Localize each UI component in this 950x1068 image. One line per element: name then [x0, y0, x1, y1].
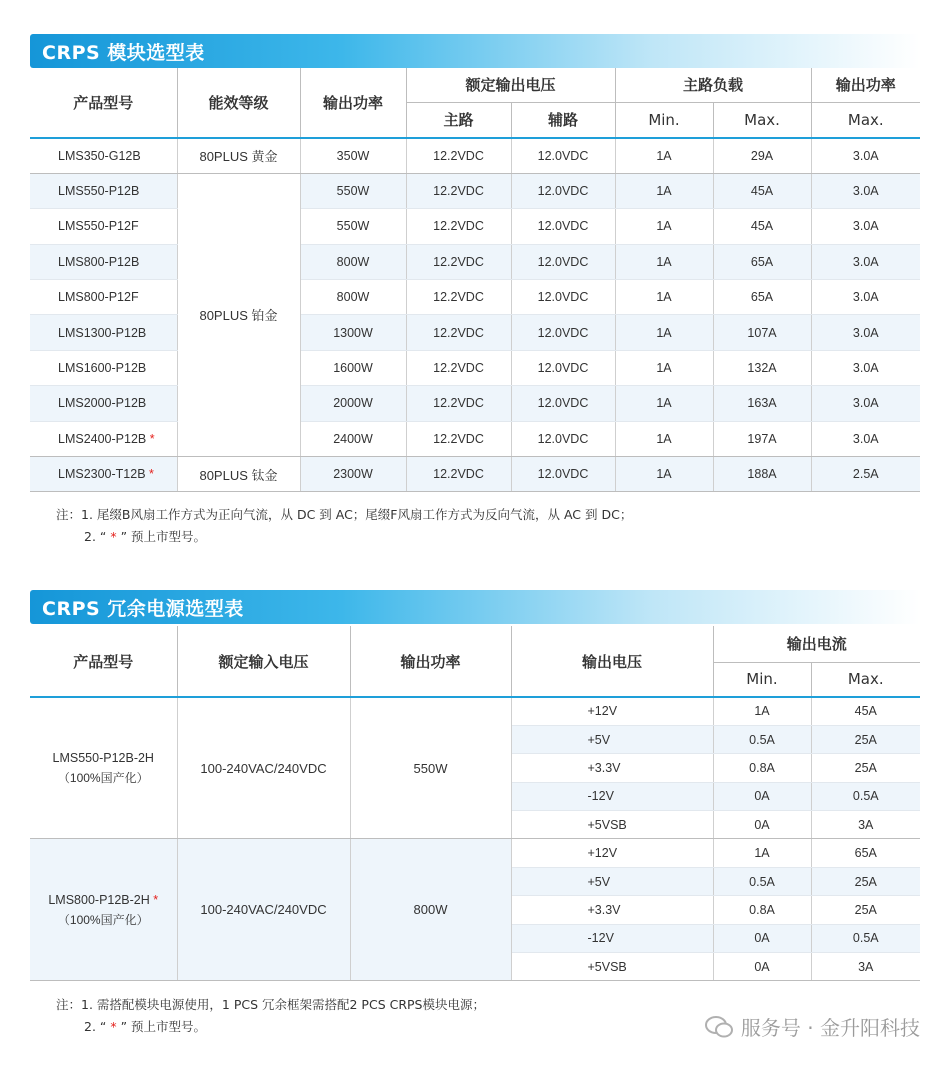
table-row [30, 173, 920, 208]
crps-module-table [30, 68, 920, 492]
cell-power: 800W [350, 839, 511, 981]
cell-power: 2400W [300, 421, 406, 456]
table-row [30, 386, 920, 421]
cell-max: 3A [811, 953, 920, 981]
cell-power: 550W [350, 697, 511, 839]
cell-v-aux: 12.0VDC [511, 315, 615, 350]
cell-voltage: +3.3V [511, 754, 713, 782]
cell-min: 1A [615, 244, 713, 279]
cell-max: 163A [713, 386, 811, 421]
wechat-icon [705, 1016, 733, 1038]
cell-min: 0A [713, 924, 811, 952]
table-row [30, 280, 920, 315]
cell-min: 1A [615, 209, 713, 244]
table1-body [30, 138, 920, 492]
table2-body [30, 697, 920, 981]
cell-power: 1300W [300, 315, 406, 350]
cell-model: LMS2300-T12B * [30, 457, 177, 492]
cell-aux-max: 3.0A [811, 173, 920, 208]
cell-max: 25A [811, 896, 920, 924]
cell-voltage: +3.3V [511, 896, 713, 924]
cell-model: LMS350-G12B [30, 138, 177, 173]
table-row [30, 697, 920, 725]
cell-min: 1A [615, 138, 713, 173]
cell-max: 25A [811, 867, 920, 895]
table2-note-1: 注：1. 需搭配模块电源使用，1 PCS 冗余框架需搭配2 PCS CRPS模块电源； [56, 997, 485, 1012]
header-min: Min. [615, 102, 713, 138]
cell-voltage: +5V [511, 867, 713, 895]
header-model: 产品型号 [30, 68, 177, 138]
cell-model: LMS550-P12F [30, 209, 177, 244]
cell-voltage: +5VSB [511, 811, 713, 839]
header-out-power: 输出功率 [811, 68, 920, 102]
table2-notes [56, 994, 485, 1038]
cell-max: 0.5A [811, 782, 920, 810]
cell-model: LMS800-P12B-2H * （100%国产化） [30, 839, 177, 981]
cell-v-main: 12.2VDC [406, 280, 511, 315]
cell-efficiency: 80PLUS 黄金 [177, 138, 300, 173]
table-row [30, 244, 920, 279]
cell-input: 100-240VAC/240VDC [177, 697, 350, 839]
cell-min: 1A [615, 173, 713, 208]
header-power: 输出功率 [300, 68, 406, 138]
cell-aux-max: 3.0A [811, 421, 920, 456]
cell-v-main: 12.2VDC [406, 350, 511, 385]
t2-header-input: 额定输入电压 [177, 626, 350, 697]
cell-model: LMS2400-P12B * [30, 421, 177, 456]
cell-voltage: -12V [511, 924, 713, 952]
table-row [30, 457, 920, 492]
cell-input: 100-240VAC/240VDC [177, 839, 350, 981]
table1-note-1: 注：1. 尾缀B风扇工作方式为正向气流，从 DC 到 AC；尾缀F风扇工作方式为反向气流，从 AC 到 DC； [56, 507, 633, 522]
cell-aux-max: 3.0A [811, 386, 920, 421]
cell-min: 0.8A [713, 896, 811, 924]
cell-aux-max: 3.0A [811, 138, 920, 173]
cell-max: 65A [811, 839, 920, 867]
watermark-text: 服务号 · 金升阳科技 [740, 1016, 920, 1040]
cell-model: LMS1300-P12B [30, 315, 177, 350]
table2-note-2: 2. “ * ” 预上市型号。 [84, 1019, 207, 1034]
table2-title: CRPS 冗余电源选型表 [42, 597, 244, 620]
cell-model: LMS2000-P12B [30, 386, 177, 421]
cell-min: 0.8A [713, 754, 811, 782]
cell-max: 45A [713, 209, 811, 244]
cell-model: LMS800-P12F [30, 280, 177, 315]
cell-efficiency: 80PLUS 铂金 [177, 173, 300, 456]
cell-v-aux: 12.0VDC [511, 280, 615, 315]
cell-v-main: 12.2VDC [406, 315, 511, 350]
cell-power: 1600W [300, 350, 406, 385]
table-row [30, 315, 920, 350]
cell-v-main: 12.2VDC [406, 421, 511, 456]
cell-aux-max: 3.0A [811, 350, 920, 385]
cell-min: 1A [615, 280, 713, 315]
cell-max: 25A [811, 725, 920, 753]
cell-min: 1A [713, 697, 811, 725]
cell-aux-max: 3.0A [811, 315, 920, 350]
cell-max: 65A [713, 244, 811, 279]
cell-max: 3A [811, 811, 920, 839]
cell-model: LMS550-P12B-2H （100%国产化） [30, 697, 177, 839]
header-rated-voltage: 额定输出电压 [406, 68, 615, 102]
header-max: Max. [713, 102, 811, 138]
cell-max: 0.5A [811, 924, 920, 952]
cell-min: 1A [615, 457, 713, 492]
cell-min: 0.5A [713, 867, 811, 895]
cell-voltage: -12V [511, 782, 713, 810]
table-row [30, 138, 920, 173]
cell-efficiency: 80PLUS 钛金 [177, 457, 300, 492]
cell-model: LMS800-P12B [30, 244, 177, 279]
cell-voltage: +12V [511, 697, 713, 725]
cell-max: 45A [811, 697, 920, 725]
cell-aux-max: 2.5A [811, 457, 920, 492]
cell-power: 2000W [300, 386, 406, 421]
cell-voltage: +12V [511, 839, 713, 867]
cell-v-main: 12.2VDC [406, 386, 511, 421]
watermark [705, 1012, 920, 1041]
header-main: 主路 [406, 102, 511, 138]
table-row [30, 350, 920, 385]
cell-voltage: +5V [511, 725, 713, 753]
cell-power: 800W [300, 280, 406, 315]
cell-v-aux: 12.0VDC [511, 421, 615, 456]
t2-header-model: 产品型号 [30, 626, 177, 697]
cell-max: 132A [713, 350, 811, 385]
cell-model: LMS1600-P12B [30, 350, 177, 385]
t2-header-power: 输出功率 [350, 626, 511, 697]
header-out-max: Max. [811, 102, 920, 138]
cell-v-main: 12.2VDC [406, 244, 511, 279]
cell-max: 29A [713, 138, 811, 173]
cell-v-aux: 12.0VDC [511, 386, 615, 421]
table1-notes [56, 504, 632, 548]
header-aux: 辅路 [511, 102, 615, 138]
cell-min: 0A [713, 782, 811, 810]
cell-model: LMS550-P12B [30, 173, 177, 208]
t2-header-out-voltage: 输出电压 [511, 626, 713, 697]
cell-max: 188A [713, 457, 811, 492]
cell-power: 350W [300, 138, 406, 173]
cell-max: 107A [713, 315, 811, 350]
t2-header-min: Min. [713, 662, 811, 697]
cell-max: 45A [713, 173, 811, 208]
table2-title-banner [30, 590, 920, 624]
cell-v-aux: 12.0VDC [511, 244, 615, 279]
cell-v-aux: 12.0VDC [511, 457, 615, 492]
cell-v-aux: 12.0VDC [511, 209, 615, 244]
cell-max: 25A [811, 754, 920, 782]
table-row [30, 421, 920, 456]
t2-header-out-current: 输出电流 [713, 626, 920, 662]
cell-min: 1A [615, 315, 713, 350]
cell-power: 550W [300, 209, 406, 244]
cell-min: 1A [615, 386, 713, 421]
cell-voltage: +5VSB [511, 953, 713, 981]
t2-header-max: Max. [811, 662, 920, 697]
cell-aux-max: 3.0A [811, 244, 920, 279]
header-efficiency: 能效等级 [177, 68, 300, 138]
cell-min: 0.5A [713, 725, 811, 753]
cell-power: 550W [300, 173, 406, 208]
cell-v-main: 12.2VDC [406, 173, 511, 208]
cell-min: 1A [615, 350, 713, 385]
cell-min: 0A [713, 811, 811, 839]
cell-min: 1A [615, 421, 713, 456]
cell-v-main: 12.2VDC [406, 209, 511, 244]
table-row [30, 839, 920, 867]
cell-max: 65A [713, 280, 811, 315]
cell-min: 0A [713, 953, 811, 981]
cell-power: 2300W [300, 457, 406, 492]
cell-v-aux: 12.0VDC [511, 173, 615, 208]
table1-note-2: 2. “ * ” 预上市型号。 [84, 529, 207, 544]
table-row [30, 209, 920, 244]
table1-title-banner [30, 34, 920, 68]
cell-v-aux: 12.0VDC [511, 138, 615, 173]
cell-max: 197A [713, 421, 811, 456]
cell-v-main: 12.2VDC [406, 138, 511, 173]
cell-power: 800W [300, 244, 406, 279]
header-main-load: 主路负载 [615, 68, 811, 102]
table1-title: CRPS 模块选型表 [42, 41, 205, 64]
cell-aux-max: 3.0A [811, 280, 920, 315]
cell-min: 1A [713, 839, 811, 867]
crps-redundant-table [30, 626, 920, 981]
cell-v-aux: 12.0VDC [511, 350, 615, 385]
cell-aux-max: 3.0A [811, 209, 920, 244]
cell-v-main: 12.2VDC [406, 457, 511, 492]
